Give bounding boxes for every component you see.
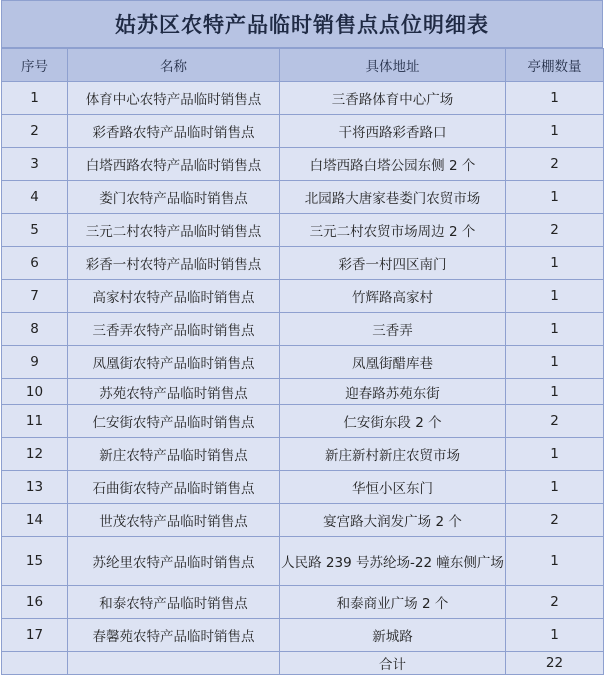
cell-name: 体育中心农特产品临时销售点 [68,82,280,115]
cell-count: 1 [506,82,604,115]
cell-no: 10 [2,379,68,405]
table-row [2,247,604,280]
cell-count: 1 [506,537,604,586]
cell-address: 彩香一村四区南门 [280,247,506,280]
cell-name: 石曲街农特产品临时销售点 [68,471,280,504]
cell-count: 1 [506,471,604,504]
cell-address: 迎春路苏苑东街 [280,379,506,405]
cell-no: 7 [2,280,68,313]
table-row [2,471,604,504]
table-row [2,280,604,313]
header-no: 序号 [2,49,68,82]
header-count: 亭棚数量 [506,49,604,82]
table-row [2,586,604,619]
cell-name: 苏纶里农特产品临时销售点 [68,537,280,586]
cell-count: 1 [506,280,604,313]
cell-no: 8 [2,313,68,346]
header-row [2,49,604,82]
cell-name: 高家村农特产品临时销售点 [68,280,280,313]
cell-no: 3 [2,148,68,181]
cell-address: 新庄新村新庄农贸市场 [280,438,506,471]
table-row [2,537,604,586]
table-row [2,619,604,652]
cell-address: 新城路 [280,619,506,652]
table-row [2,346,604,379]
cell-name: 苏苑农特产品临时销售点 [68,379,280,405]
cell-no: 15 [2,537,68,586]
cell-address: 三香路体育中心广场 [280,82,506,115]
cell-address: 宴宫路大润发广场 2 个 [280,504,506,537]
cell-count: 1 [506,247,604,280]
cell-no: 17 [2,619,68,652]
table-row [2,82,604,115]
cell-name: 世茂农特产品临时销售点 [68,504,280,537]
cell-address: 人民路 239 号苏纶场-22 幢东侧广场 [280,537,506,586]
cell-count: 1 [506,346,604,379]
cell-address: 干将西路彩香路口 [280,115,506,148]
cell-count: 2 [506,214,604,247]
cell-no: 1 [2,82,68,115]
cell-address: 和泰商业广场 2 个 [280,586,506,619]
cell-name: 仁安街农特产品临时销售点 [68,405,280,438]
cell-no: 5 [2,214,68,247]
table-row [2,214,604,247]
header-name: 名称 [68,49,280,82]
cell-count: 1 [506,438,604,471]
table-row [2,504,604,537]
total-value: 22 [506,652,604,675]
cell-count: 1 [506,313,604,346]
cell-no: 16 [2,586,68,619]
cell-count: 2 [506,586,604,619]
cell-address: 三香弄 [280,313,506,346]
cell-name: 三香弄农特产品临时销售点 [68,313,280,346]
cell-name: 彩香一村农特产品临时销售点 [68,247,280,280]
total-label: 合计 [280,652,506,675]
cell-name: 和泰农特产品临时销售点 [68,586,280,619]
cell-name: 三元二村农特产品临时销售点 [68,214,280,247]
cell-address: 北园路大唐家巷娄门农贸市场 [280,181,506,214]
cell-count: 1 [506,181,604,214]
cell-count: 2 [506,504,604,537]
cell-no: 12 [2,438,68,471]
cell-address: 三元二村农贸市场周边 2 个 [280,214,506,247]
table-row [2,115,604,148]
total-blank-2 [68,652,280,675]
table-title: 姑苏区农特产品临时销售点点位明细表 [1,0,603,48]
cell-no: 14 [2,504,68,537]
cell-count: 1 [506,379,604,405]
cell-name: 新庄农特产品临时销售点 [68,438,280,471]
cell-address: 仁安街东段 2 个 [280,405,506,438]
cell-no: 2 [2,115,68,148]
table-row [2,405,604,438]
cell-no: 9 [2,346,68,379]
cell-no: 11 [2,405,68,438]
cell-count: 1 [506,115,604,148]
data-table [1,48,604,675]
cell-name: 白塔西路农特产品临时销售点 [68,148,280,181]
total-row [2,652,604,675]
table-row [2,438,604,471]
cell-no: 4 [2,181,68,214]
cell-count: 1 [506,619,604,652]
cell-address: 凤凰街醋库巷 [280,346,506,379]
cell-name: 凤凰街农特产品临时销售点 [68,346,280,379]
spreadsheet-table [1,0,603,675]
cell-no: 6 [2,247,68,280]
cell-name: 彩香路农特产品临时销售点 [68,115,280,148]
cell-name: 春馨苑农特产品临时销售点 [68,619,280,652]
cell-count: 2 [506,148,604,181]
cell-no: 13 [2,471,68,504]
table-row [2,148,604,181]
cell-count: 2 [506,405,604,438]
table-row [2,313,604,346]
header-address: 具体地址 [280,49,506,82]
cell-address: 华恒小区东门 [280,471,506,504]
table-row [2,181,604,214]
cell-address: 白塔西路白塔公园东侧 2 个 [280,148,506,181]
table-row [2,379,604,405]
cell-name: 娄门农特产品临时销售点 [68,181,280,214]
total-blank-1 [2,652,68,675]
cell-address: 竹辉路高家村 [280,280,506,313]
